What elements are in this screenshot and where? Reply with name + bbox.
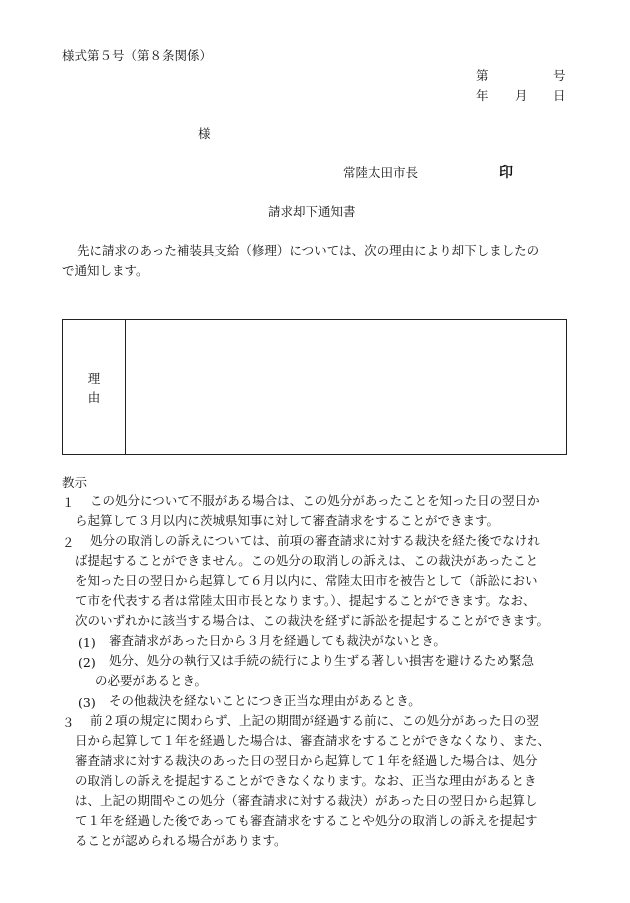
- item-line: は、上記の期間やこの処分（審査請求に対する裁決）があった日の翌日から起算し: [75, 793, 538, 808]
- notice-subitem-3: [109, 691, 421, 711]
- item-line: て市を代表する者は常陸太田市長となります。）、提起することができます。なお、: [75, 593, 536, 608]
- seal-mark: 印: [499, 165, 513, 181]
- item-line: 処分、処分の執行又は手続の続行により生ずる著しい損害を避けるため緊急: [109, 653, 535, 668]
- sender-name: 常陸太田市長: [343, 165, 419, 180]
- addressee-honorific: 様: [198, 126, 211, 141]
- body-paragraph: [62, 241, 572, 281]
- body-line: 先に請求のあった補装具支給（修理）については、次の理由により却下しましたの: [77, 243, 540, 258]
- item-line: を知った日の翌日から起算して６月以内に、常陸太田市を被告として（訴訟におい: [75, 573, 538, 588]
- subitem-number: (2): [78, 655, 96, 670]
- notice-item-3: [75, 711, 550, 851]
- item-line: 日から起算して１年を経過した場合は、審査請求をすることができなくなり、また、: [75, 733, 551, 748]
- form-number: 様式第５号（第８条関係）: [62, 48, 213, 63]
- item-line: ば提起することができません。この処分の取消しの訴えは、この裁決があったこと: [75, 553, 539, 568]
- document-number-suffix: 号: [553, 68, 566, 83]
- item-line: その他裁決を経ないことにつき正当な理由があるとき。: [109, 693, 421, 708]
- reason-label-char: 由: [87, 390, 101, 405]
- item-line: 審査請求があった日から３月を経過しても裁決がないとき。: [109, 633, 446, 648]
- item-line: 処分の取消しの訴えについては、前項の審査請求に対する裁決を経た後でなけれ: [90, 533, 540, 548]
- reason-text-area: [126, 320, 566, 454]
- notice-subitem-1: [109, 631, 446, 651]
- item-line: ることが認められる場合があります。: [75, 833, 287, 848]
- date-month: 月: [515, 88, 528, 103]
- item-line: の必要があるとき。: [95, 673, 208, 688]
- document-number-prefix: 第: [476, 68, 489, 83]
- item-line: ら起算して３月以内に茨城県知事に対して審査請求をすることができます。: [75, 513, 500, 528]
- item-line: 前２項の規定に関わらず、上記の期間が経過する前に、この処分があった日の翌: [90, 713, 539, 728]
- reason-box: [62, 319, 567, 455]
- item-number: ２: [62, 535, 75, 550]
- subitem-number: (3): [78, 695, 96, 710]
- notice-item-1: [75, 491, 540, 531]
- item-line: 審査請求に対する裁決のあった日の翌日から起算して１年を経過した場合は、処分: [75, 753, 538, 768]
- item-line: の取消しの訴えを提起することができなくなります。なお、正当な理由があるとき: [75, 773, 537, 788]
- notice-subitem-2: [95, 651, 535, 691]
- body-line: で通知します。: [62, 263, 149, 278]
- item-line: 次のいずれかに該当する場合は、この裁決を経ずに訴訟を提起することができます。: [75, 613, 550, 628]
- item-line: この処分について不服がある場合は、この処分があったことを知った日の翌日か: [90, 493, 540, 508]
- item-line: て１年を経過した後であっても審査請求をすることや処分の取消しの訴えを提起す: [75, 813, 538, 828]
- notice-item-2: [75, 531, 549, 631]
- reason-label-char: 理: [87, 371, 101, 386]
- date-day: 日: [553, 88, 566, 103]
- date-year: 年: [476, 88, 489, 103]
- item-number: １: [62, 495, 75, 510]
- document-title: 請求却下通知書: [268, 204, 356, 219]
- notice-heading: 教示: [62, 475, 88, 490]
- item-number: ３: [62, 715, 75, 730]
- subitem-number: (1): [78, 635, 96, 650]
